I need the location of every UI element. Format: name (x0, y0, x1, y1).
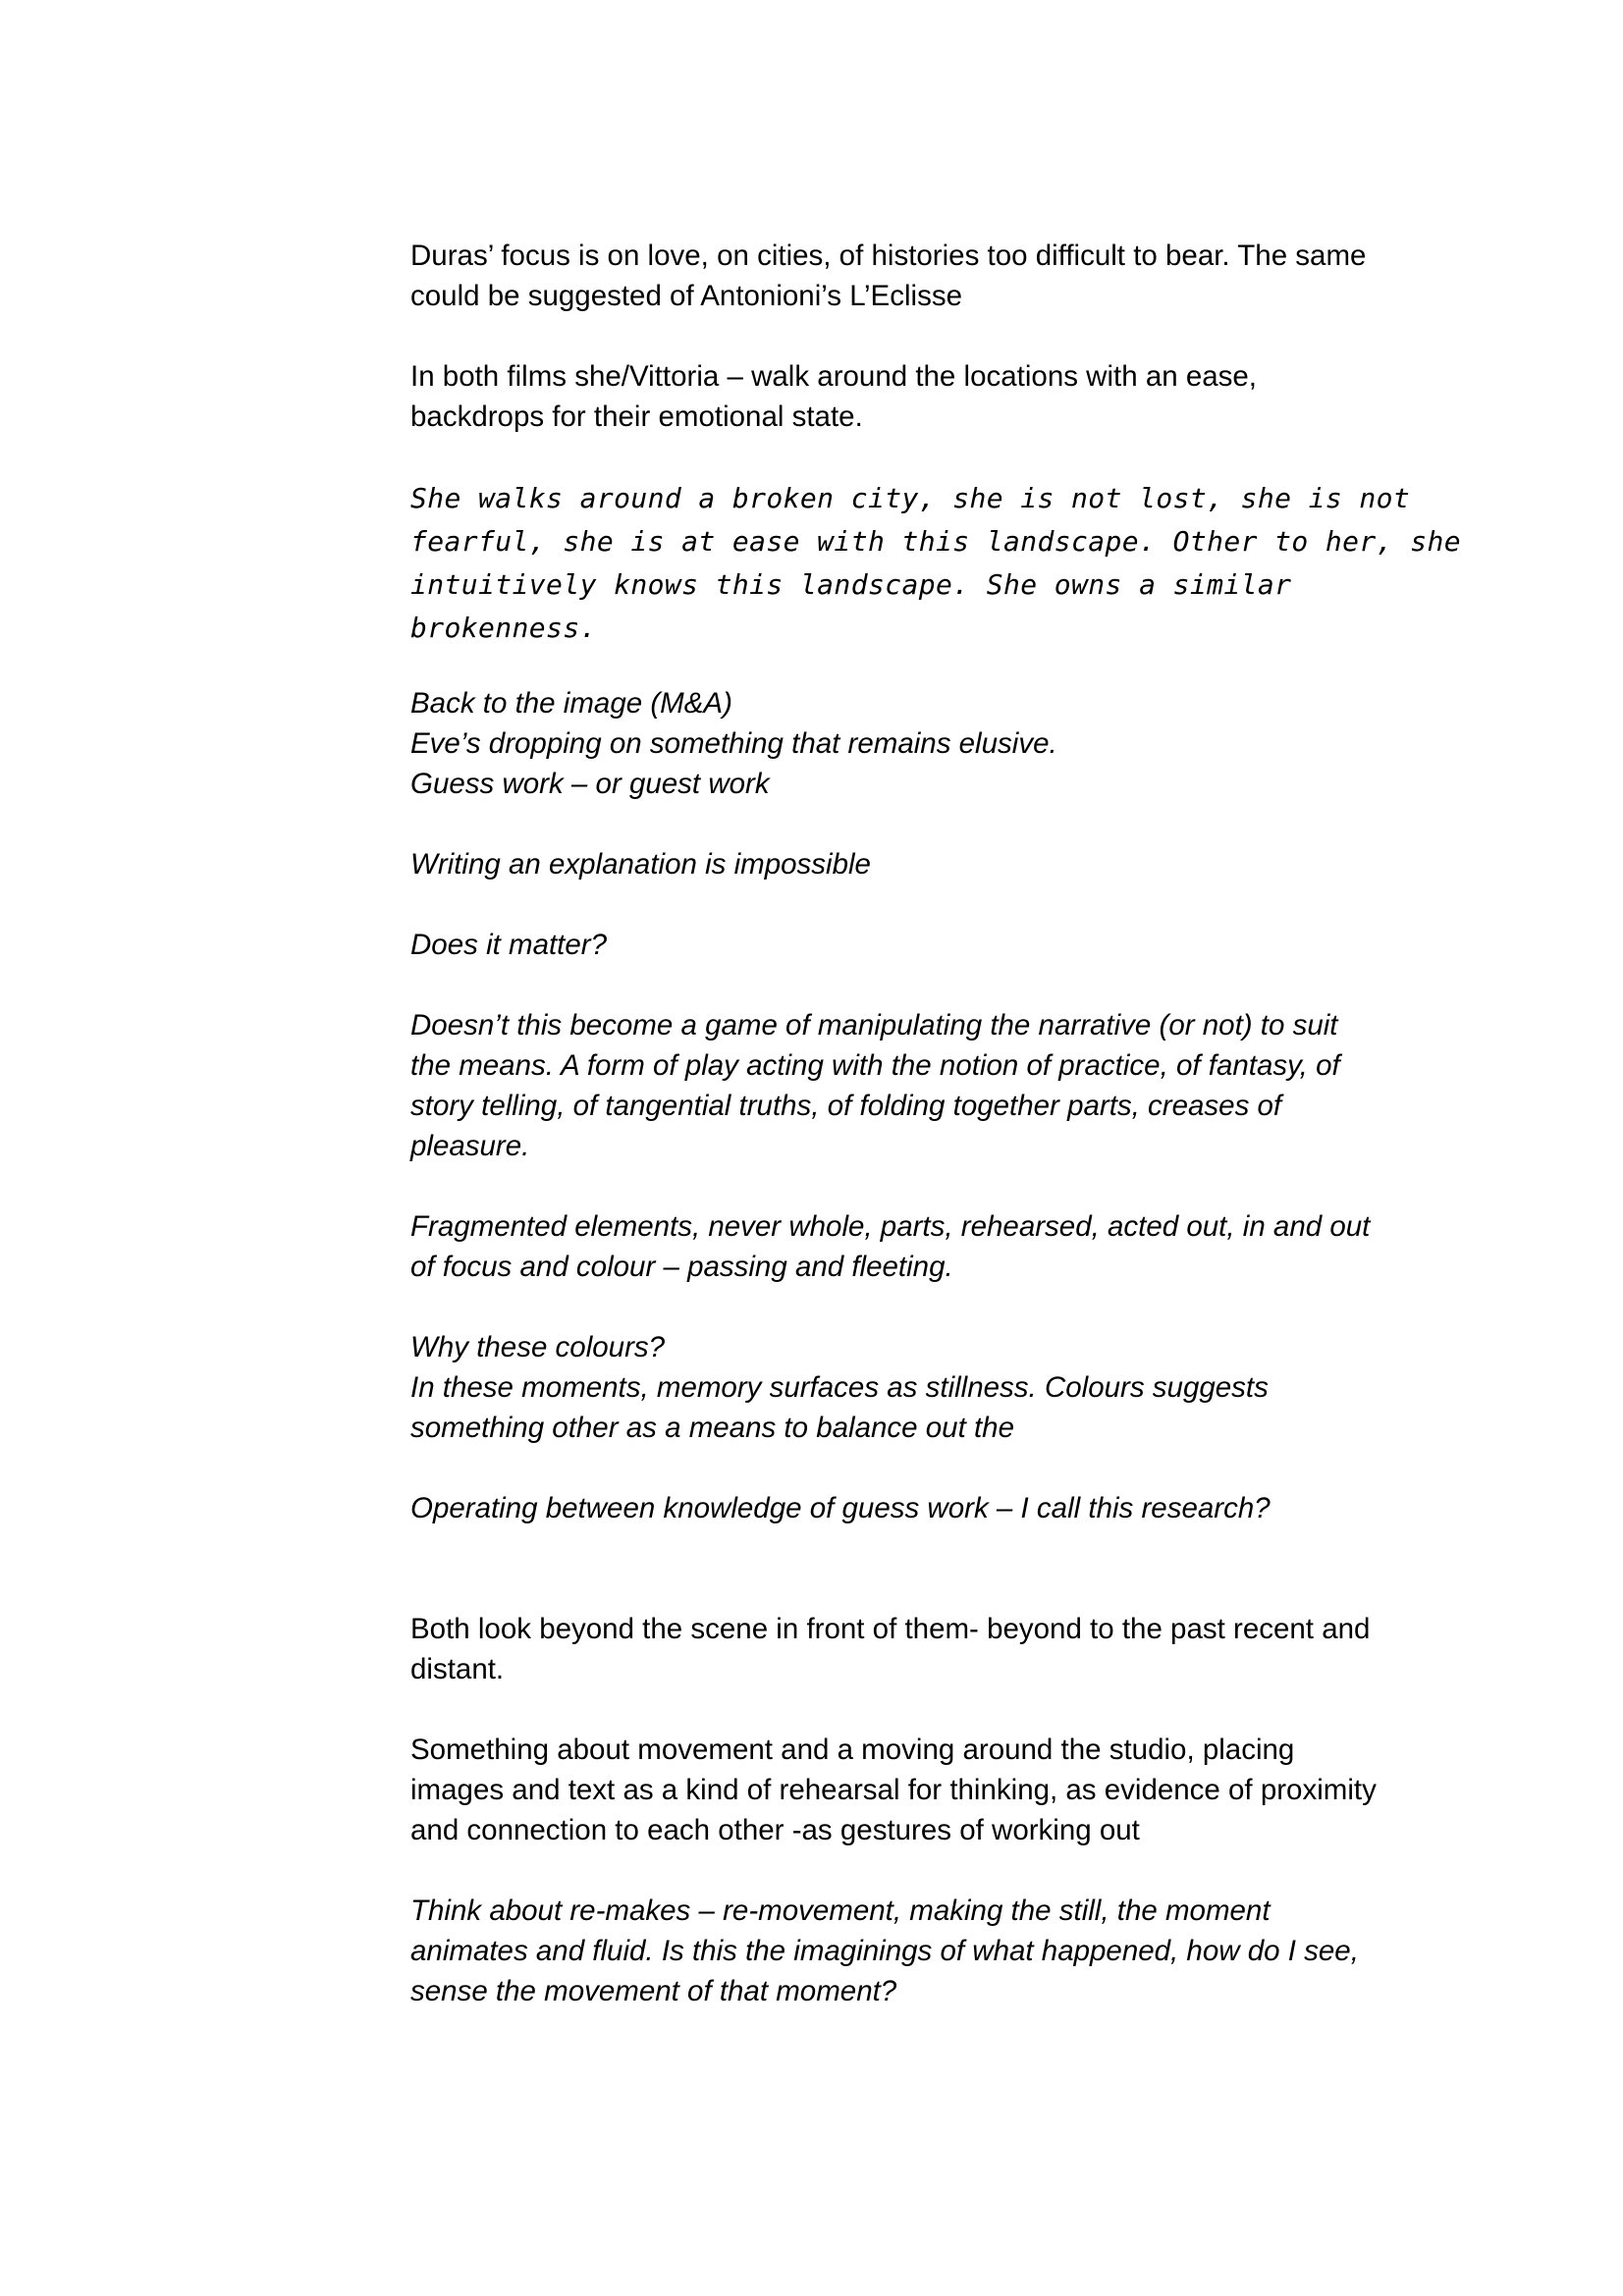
text-line: sense the movement of that moment? (410, 1975, 897, 2007)
text-line: Eve’s dropping on something that remains elusive. (410, 727, 1057, 760)
text-line: Why these colours? (410, 1331, 666, 1363)
text-line: of focus and colour – passing and fleeting. (410, 1251, 953, 1283)
paragraph-movement-studio (410, 1730, 1451, 1850)
paragraph-operating-between (410, 1488, 1451, 1528)
document-body (410, 236, 1461, 2052)
paragraph-broken-city (410, 477, 1461, 650)
text-line: She walks around a broken city, she is not lost, she is not (410, 482, 1411, 514)
text-line: Fragmented elements, never whole, parts, rehearsed, acted out, in and out (410, 1210, 1371, 1243)
text-line: and connection to each other -as gestures of working out (410, 1814, 1140, 1846)
text-line: Does it matter? (410, 929, 608, 961)
text-line: story telling, of tangential truths, of folding together parts, creases of (410, 1090, 1282, 1122)
text-line: Think about re-makes – re-movement, making the still, the moment (410, 1895, 1271, 1927)
text-line: Duras’ focus is on love, on cities, of histories too difficult to bear. The same (410, 240, 1367, 272)
paragraph-does-it-matter (410, 925, 1451, 965)
paragraph-duras-focus (410, 236, 1451, 316)
text-line: distant. (410, 1653, 505, 1685)
paragraph-back-to-image (410, 683, 1451, 804)
text-line: Both look beyond the scene in front of them- beyond to the past recent and (410, 1613, 1371, 1645)
paragraph-both-look-beyond (410, 1609, 1451, 1689)
text-line: fearful, she is at ease with this landscape. Other to her, she (410, 525, 1461, 558)
text-line: something other as a means to balance out the (410, 1412, 1014, 1444)
text-line: Operating between knowledge of guess work – I call this research? (410, 1492, 1271, 1524)
text-line: Something about movement and a moving around the studio, placing (410, 1734, 1295, 1766)
text-line: Back to the image (M&A) (410, 687, 732, 720)
paragraph-writing-explanation (410, 844, 1451, 884)
text-line: brokenness. (410, 612, 597, 644)
text-line: In these moments, memory surfaces as stillness. Colours suggests (410, 1371, 1269, 1404)
text-line: Guess work – or guest work (410, 768, 770, 800)
text-line: In both films she/Vittoria – walk around the locations with an ease, (410, 360, 1257, 393)
paragraph-game-of-manipulating (410, 1005, 1451, 1166)
text-line: Doesn’t this become a game of manipulating the narrative (or not) to suit (410, 1009, 1338, 1041)
paragraph-re-makes (410, 1891, 1451, 2011)
text-line: intuitively knows this landscape. She owns a similar (410, 568, 1292, 601)
text-line: animates and fluid. Is this the imaginings of what happened, how do I see, (410, 1935, 1359, 1967)
text-line: could be suggested of Antonioni’s L’Eclisse (410, 280, 962, 312)
paragraph-both-films (410, 356, 1451, 437)
text-line: Writing an explanation is impossible (410, 848, 871, 881)
paragraph-fragmented-elements (410, 1206, 1451, 1287)
text-line: images and text as a kind of rehearsal for thinking, as evidence of proximity (410, 1774, 1377, 1806)
text-line: pleasure. (410, 1130, 530, 1162)
text-line: the means. A form of play acting with the notion of practice, of fantasy, of (410, 1049, 1340, 1082)
paragraph-why-these-colours (410, 1327, 1451, 1448)
text-line: backdrops for their emotional state. (410, 400, 863, 433)
